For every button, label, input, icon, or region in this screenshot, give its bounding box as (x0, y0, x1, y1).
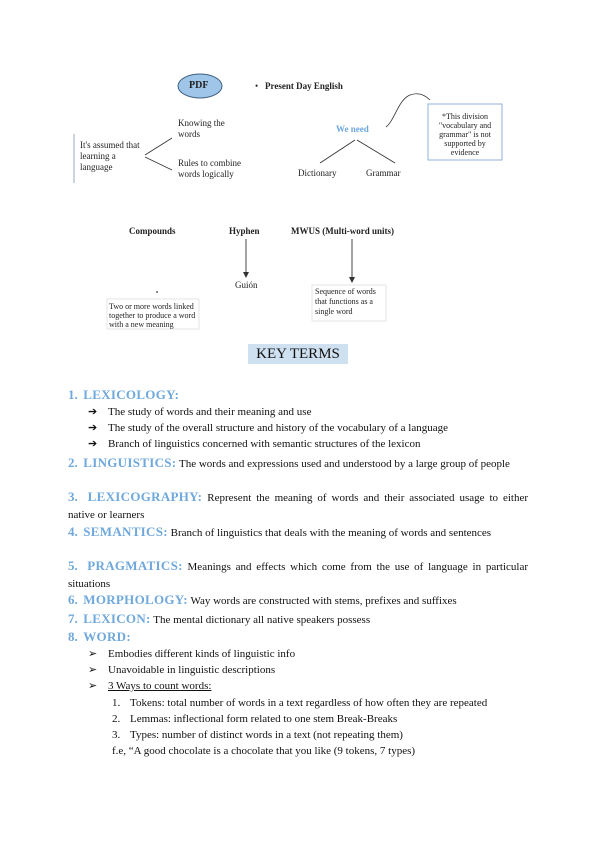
term-title: LEXICON: (83, 611, 151, 626)
arrow-icon: ➔ (88, 406, 98, 418)
hyphen-label: Hyphen (229, 226, 260, 236)
term-definition: The words and expressions used and understood by a large group of people (179, 458, 510, 470)
example-text: f.e, “A good chocolate is a chocolate that you like (9 tokens, 7 types) (112, 745, 416, 757)
mwus-definition: Sequence of words that functions as a single word (315, 287, 376, 316)
term-morphology (68, 591, 528, 610)
term-definition: Way words are constructed with stems, prefixes and suffixes (190, 595, 457, 607)
term-number: 3. (68, 489, 78, 504)
bullet-item: ➔ The study of words and their meaning and use (88, 406, 312, 418)
sub-item: 1. Tokens: total number of words in a text regardless of how often they are repeated (112, 697, 488, 709)
term-definition: Branch of linguistics that deals with the meaning of words and sentences (170, 527, 492, 539)
term-title: LINGUISTICS: (83, 455, 177, 470)
term-number: 4. (68, 524, 78, 539)
arrow-icon: ➔ (88, 422, 98, 434)
bullet-item: ➢ Unavoidable in linguistic descriptions (88, 664, 276, 676)
sub-item: 3. Types: number of distinct words in a text (not repeating them) (112, 729, 403, 741)
bullet-item: ➔ Branch of linguistics concerned with semantic structures of the lexicon (88, 438, 421, 450)
term-title: LEXICOLOGY: (83, 387, 180, 402)
term-title: SEMANTICS: (83, 524, 168, 539)
note-text: *This division "vocabulary and grammar" is not supported by evidence (438, 112, 492, 157)
term-lexicography (68, 488, 528, 524)
arrow-to-knowing (145, 138, 172, 155)
sub-item: 2. Lemmas: inflectional form related to one stem Break-Breaks (112, 713, 398, 725)
bullet-item: ➔ The study of the overall structure and history of the vocabulary of a language (88, 422, 448, 434)
term-title: LEXICOGRAPHY: (87, 489, 203, 504)
term-word (68, 628, 528, 647)
pdf-label: PDF (189, 80, 209, 91)
bullet-item: ➢ Embodies different kinds of linguistic info (88, 648, 296, 660)
term-title: WORD: (83, 629, 131, 644)
term-definition: Meanings and effects which come from the use of language in particular situations (68, 561, 528, 590)
arrow-to-rules (145, 157, 172, 170)
rules-text: Rules to combine words logically (178, 158, 241, 179)
hyphen-arrowhead (243, 272, 249, 278)
chevron-icon: ➢ (88, 648, 98, 660)
arrow-to-grammar (357, 140, 395, 163)
mwus-arrowhead (349, 277, 355, 283)
knowing-text: Knowing the words (178, 118, 225, 139)
note-connector (386, 94, 430, 127)
pdf-meaning: Present Day English (265, 81, 343, 91)
term-lexicology (68, 386, 528, 405)
term-title: MORPHOLOGY: (83, 592, 188, 607)
dictionary-label: Dictionary (298, 168, 337, 178)
key-terms-heading: KEY TERMS (248, 344, 348, 364)
chevron-icon: ➢ (88, 680, 98, 692)
arrow-icon: ➔ (88, 438, 98, 450)
arrow-to-dictionary (320, 140, 355, 163)
term-number: 2. (68, 455, 78, 470)
term-title: PRAGMATICS: (87, 558, 183, 573)
term-number: 6. (68, 592, 78, 607)
term-number: 5. (68, 558, 78, 573)
compounds-definition: Two or more words linked together to produce a word with a new meaning (109, 302, 196, 329)
term-pragmatics (68, 557, 528, 593)
term-semantics (68, 523, 528, 542)
term-number: 8. (68, 629, 78, 644)
term-definition: Represent the meaning of words and their associated usage to either native or learners (68, 492, 528, 521)
compounds-dot (156, 291, 158, 293)
compounds-label: Compounds (129, 226, 176, 236)
bullet-item: ➢ 3 Ways to count words: (88, 680, 212, 692)
chevron-icon: ➢ (88, 664, 98, 676)
we-need-label: We need (336, 124, 369, 134)
hyphen-definition: Guión (235, 280, 258, 290)
grammar-label: Grammar (366, 168, 401, 178)
term-linguistics (68, 454, 528, 473)
assumption-text: It's assumed that learning a language (80, 140, 140, 172)
term-number: 7. (68, 611, 78, 626)
term-number: 1. (68, 387, 78, 402)
mwus-label: MWUS (Multi-word units) (291, 226, 394, 236)
pdf-bullet: • (255, 81, 259, 91)
term-definition: The mental dictionary all native speakers possess (153, 614, 371, 626)
term-lexicon (68, 610, 528, 629)
